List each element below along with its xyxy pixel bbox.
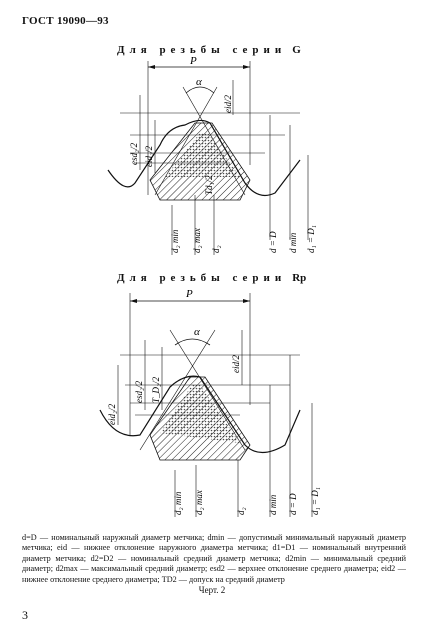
- figure-title-code: G: [292, 44, 301, 56]
- thread-profile-diagram-rp: [0, 285, 424, 530]
- eid-label: eid/2: [223, 95, 233, 113]
- figure-caption: Черт. 2: [198, 585, 226, 595]
- td2-label: T_D₂/2: [151, 376, 161, 403]
- pitch-label: P: [186, 288, 193, 300]
- d-eq-D-label: d = D: [288, 493, 298, 515]
- d2-label: d₂: [236, 507, 246, 515]
- dmin-label: d min: [268, 494, 278, 515]
- eid2-label: eid₂/2: [144, 145, 154, 167]
- d-eq-D-label: d = D: [268, 231, 278, 253]
- eid-label: eid/2: [231, 355, 241, 373]
- angle-label: α: [194, 326, 200, 338]
- d2max-label: d₂ max: [192, 228, 202, 253]
- d2max-label: d₂ max: [194, 490, 204, 515]
- d1-eq-D1-label: d₁ = D₁: [306, 225, 316, 253]
- document-header: ГОСТ 19090—93: [22, 15, 109, 27]
- figure-title-text: Для резьбы серии: [117, 272, 287, 284]
- eid2-label: eid₂/2: [107, 403, 117, 425]
- dmin-label: d min: [288, 232, 298, 253]
- td1-label: Td₁/2: [204, 175, 214, 195]
- legend-paragraph: d=D — номинальный наружный диаметр метчика; dmin — допустимый минимальный наружный диаметр метчика; eid — нижнее отклонение наружного диаметра метчика; d1=D1 — номинальный внутренний диаметр метчика; d2=D2 — номинальный средний диаметр метчика; d2min — минимальный средний диаметр; d2max — максимальный средний диаметр; esd2 — верхнее отклонение среднего диаметра; eid2 — нижнее отклонение среднего диаметра; TD2 — допуск на средний диаметр: [22, 533, 406, 584]
- d2min-label: d₂ min: [173, 491, 183, 515]
- page-number: 3: [22, 608, 28, 622]
- esd2-label: esd₂/2: [134, 380, 144, 403]
- legend-text: [22, 533, 406, 585]
- d2-label: d₂: [211, 245, 221, 253]
- d1-eq-D1-label: d₁ = D₁: [310, 487, 320, 515]
- figure-title-code: Rp: [292, 272, 307, 284]
- d2min-label: d₂ min: [170, 229, 180, 253]
- pitch-label: P: [190, 55, 197, 67]
- angle-label: α: [196, 76, 202, 88]
- figure-title-rp: [117, 272, 306, 284]
- figure-title-text: Для резьбы серии: [117, 44, 287, 56]
- thread-profile-diagram-g: [0, 55, 424, 275]
- esd2-label: esd₂/2: [129, 142, 139, 165]
